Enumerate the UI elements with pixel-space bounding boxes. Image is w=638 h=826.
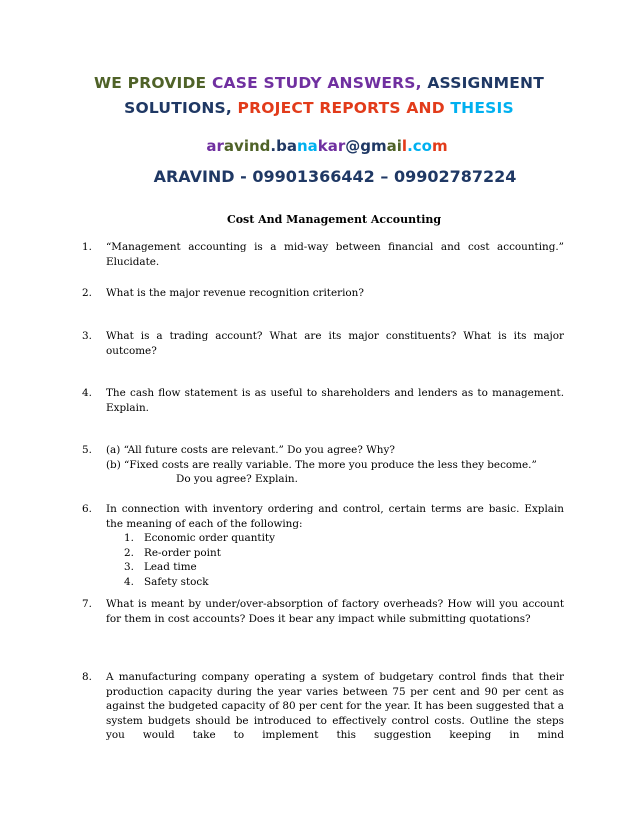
list-item	[124, 531, 564, 546]
email-segment: @gm	[345, 137, 387, 155]
question-5	[82, 443, 564, 487]
question-7	[82, 597, 564, 626]
email-segment: ai	[386, 137, 402, 155]
email-segment: kar	[317, 137, 346, 155]
list-item	[124, 575, 564, 590]
header-line-1	[0, 74, 638, 92]
question-5-part-a: (a) “All future costs are relevant.” Do you agree? Why?	[106, 444, 395, 456]
email-segment: l	[401, 137, 408, 155]
question-number: 3.	[82, 330, 92, 342]
header-segment: THESIS	[450, 99, 514, 117]
list-item	[124, 560, 564, 575]
question-number: 5.	[82, 444, 92, 456]
question-text: What is meant by under/over-absorption of factory overheads? How will you account for them in cost accounts? Does it bear any impact while submitting quotations?	[106, 598, 564, 625]
list-item-number: 4.	[124, 575, 134, 588]
question-text: What is the major revenue recognition criterion?	[106, 287, 364, 299]
question-number: 7.	[82, 598, 92, 610]
email-segment: .ba	[270, 137, 297, 155]
question-5-part-b-cont: Do you agree? Explain.	[176, 473, 298, 486]
sub-list	[106, 531, 564, 589]
list-item	[124, 546, 564, 561]
header-segment: PROJECT REPORTS AND	[237, 99, 451, 117]
email-segment: .co	[407, 137, 432, 155]
question-number: 2.	[82, 287, 92, 299]
list-item-number: 2.	[124, 546, 134, 559]
question-text: “Management accounting is a mid-way between financial and cost accounting.” Elucidate.	[106, 241, 564, 268]
question-number: 4.	[82, 387, 92, 399]
header-segment: WE PROVIDE	[93, 74, 212, 92]
question-3	[82, 329, 564, 358]
contact-line: ARAVIND - 09901366442 – 09902787224	[153, 167, 517, 186]
question-1	[82, 240, 564, 269]
list-item-number: 3.	[124, 561, 134, 574]
question-6	[82, 502, 564, 590]
question-number: 6.	[82, 503, 92, 515]
question-5-part-b: (b) “Fixed costs are really variable. The more you produce the less they become.”	[106, 458, 537, 471]
list-item-text: Lead time	[144, 561, 197, 574]
header-line-2	[0, 99, 638, 117]
email-segment: avind	[223, 137, 271, 155]
question-text: In connection with inventory ordering and control, certain terms are basic. Explain the meaning of each of the following:	[106, 503, 564, 530]
question-number: 8.	[82, 671, 92, 683]
header-segment: ASSIGNMENT	[427, 74, 544, 92]
email-segment: ar	[206, 137, 224, 155]
question-number: 1.	[82, 241, 92, 253]
question-text: The cash flow statement is as useful to shareholders and lenders as to management. Explain.	[106, 387, 564, 414]
question-text: What is a trading account? What are its major constituents? What is its major outcome?	[106, 330, 564, 357]
document-title: Cost And Management Accounting	[226, 213, 442, 226]
list-item-number: 1.	[124, 532, 134, 545]
list-item-text: Safety stock	[144, 575, 209, 588]
email-segment: m	[431, 137, 448, 155]
question-4	[82, 386, 564, 415]
question-8	[82, 670, 564, 743]
email-address[interactable]	[0, 137, 638, 155]
list-item-text: Economic order quantity	[144, 532, 275, 545]
header-segment: CASE STUDY ANSWERS,	[211, 74, 428, 92]
email-segment: na	[296, 137, 318, 155]
question-text: A manufacturing company operating a system of budgetary control finds that their production capacity during the year varies between 75 per cent and 90 per cent as against the budgeted capacity of 80 per cent for the year. It has been suggested that a system budgets should be introduced to effectively control costs. Outline the steps you would take to implement this suggestion keeping in mind	[106, 671, 564, 742]
list-item-text: Re-order point	[144, 546, 221, 559]
header-segment: SOLUTIONS,	[124, 99, 238, 117]
question-2	[82, 286, 564, 301]
